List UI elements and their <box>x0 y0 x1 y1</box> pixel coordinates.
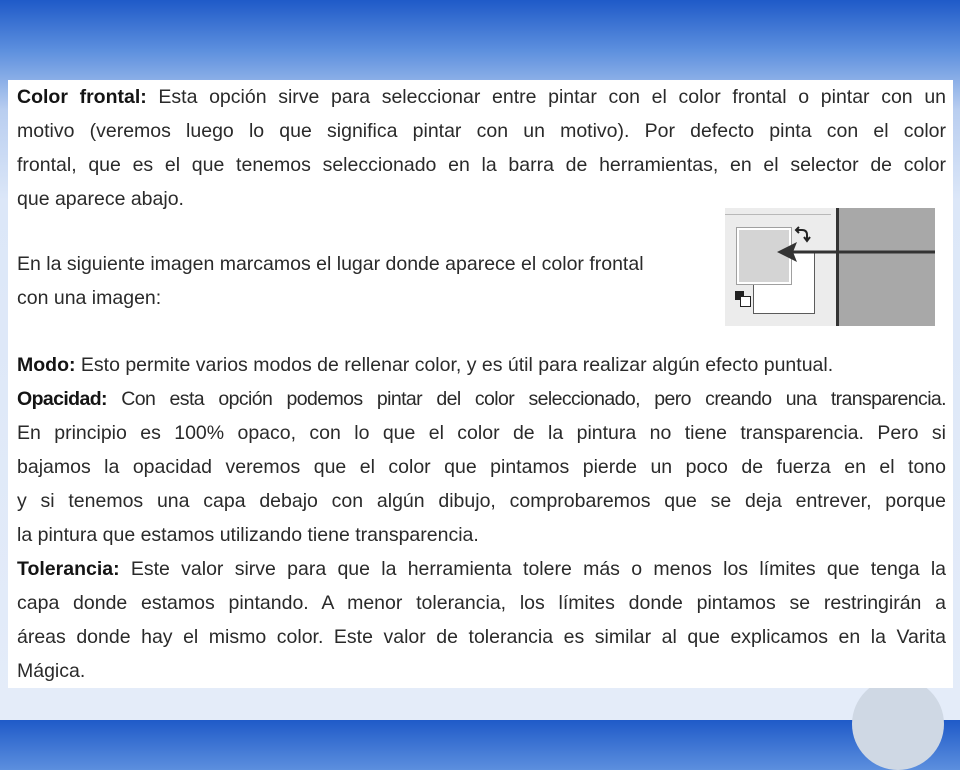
document-page <box>8 80 953 688</box>
modo-line-1: Modo: Esto permite varios modos de rellenar color, y es útil para realizar algún efecto puntual. <box>17 354 834 376</box>
paragraph-color-frontal <box>17 80 946 216</box>
arrow-pointer-icon <box>725 208 935 326</box>
color-selector-illustration <box>725 208 935 326</box>
color-frontal-line-1: Color frontal: Esta opción sirve para seleccionar entre pintar con el color frontal o pintar con un <box>17 86 947 108</box>
opacidad-line-2: En principio es 100% opaco, con lo que el color de la pintura no tiene transparencia. Pero si <box>17 422 946 444</box>
tolerancia-line-4: Mágica. <box>17 660 86 682</box>
tolerancia-line-2: capa donde estamos pintando. A menor tolerancia, los límites donde pintamos se restringirán a <box>17 592 946 614</box>
tolerancia-label: Tolerancia: <box>17 558 120 580</box>
tolerancia-line-1: Tolerancia: Este valor sirve para que la herramienta tolere más o menos los límites que tenga la <box>17 558 946 580</box>
opacidad-label: Opacidad: <box>17 388 107 410</box>
color-frontal-line-4: que aparece abajo. <box>17 188 184 210</box>
corner-decoration <box>852 678 944 770</box>
imagen-line-1: En la siguiente imagen marcamos el lugar donde aparece el color frontal <box>17 253 644 275</box>
modo-label: Modo: <box>17 354 76 376</box>
tolerancia-line-3: áreas donde hay el mismo color. Este valor de tolerancia es similar al que explicamos en la Varita <box>17 626 946 648</box>
paragraph-imagen <box>17 247 644 315</box>
color-frontal-line-3: frontal, que es el que tenemos seleccionado en la barra de herramientas, en el selector de color <box>17 154 946 176</box>
color-frontal-label: Color frontal: <box>17 86 147 108</box>
paragraph-settings <box>17 348 946 688</box>
imagen-line-2: con una imagen: <box>17 287 162 309</box>
opacidad-line-5: la pintura que estamos utilizando tiene transparencia. <box>17 524 479 546</box>
opacidad-line-3: bajamos la opacidad veremos que el color que pintamos pierde un poco de fuerza en el tono <box>17 456 946 478</box>
color-frontal-line-2: motivo (veremos luego lo que significa pintar con un motivo). Por defecto pinta con el color <box>17 120 946 142</box>
opacidad-line-4: y si tenemos una capa debajo con algún dibujo, comprobaremos que se deja entrever, porque <box>17 490 946 512</box>
opacidad-line-1: Opacidad: Con esta opción podemos pintar del color seleccionado, pero creando una transparencia. <box>17 388 946 410</box>
